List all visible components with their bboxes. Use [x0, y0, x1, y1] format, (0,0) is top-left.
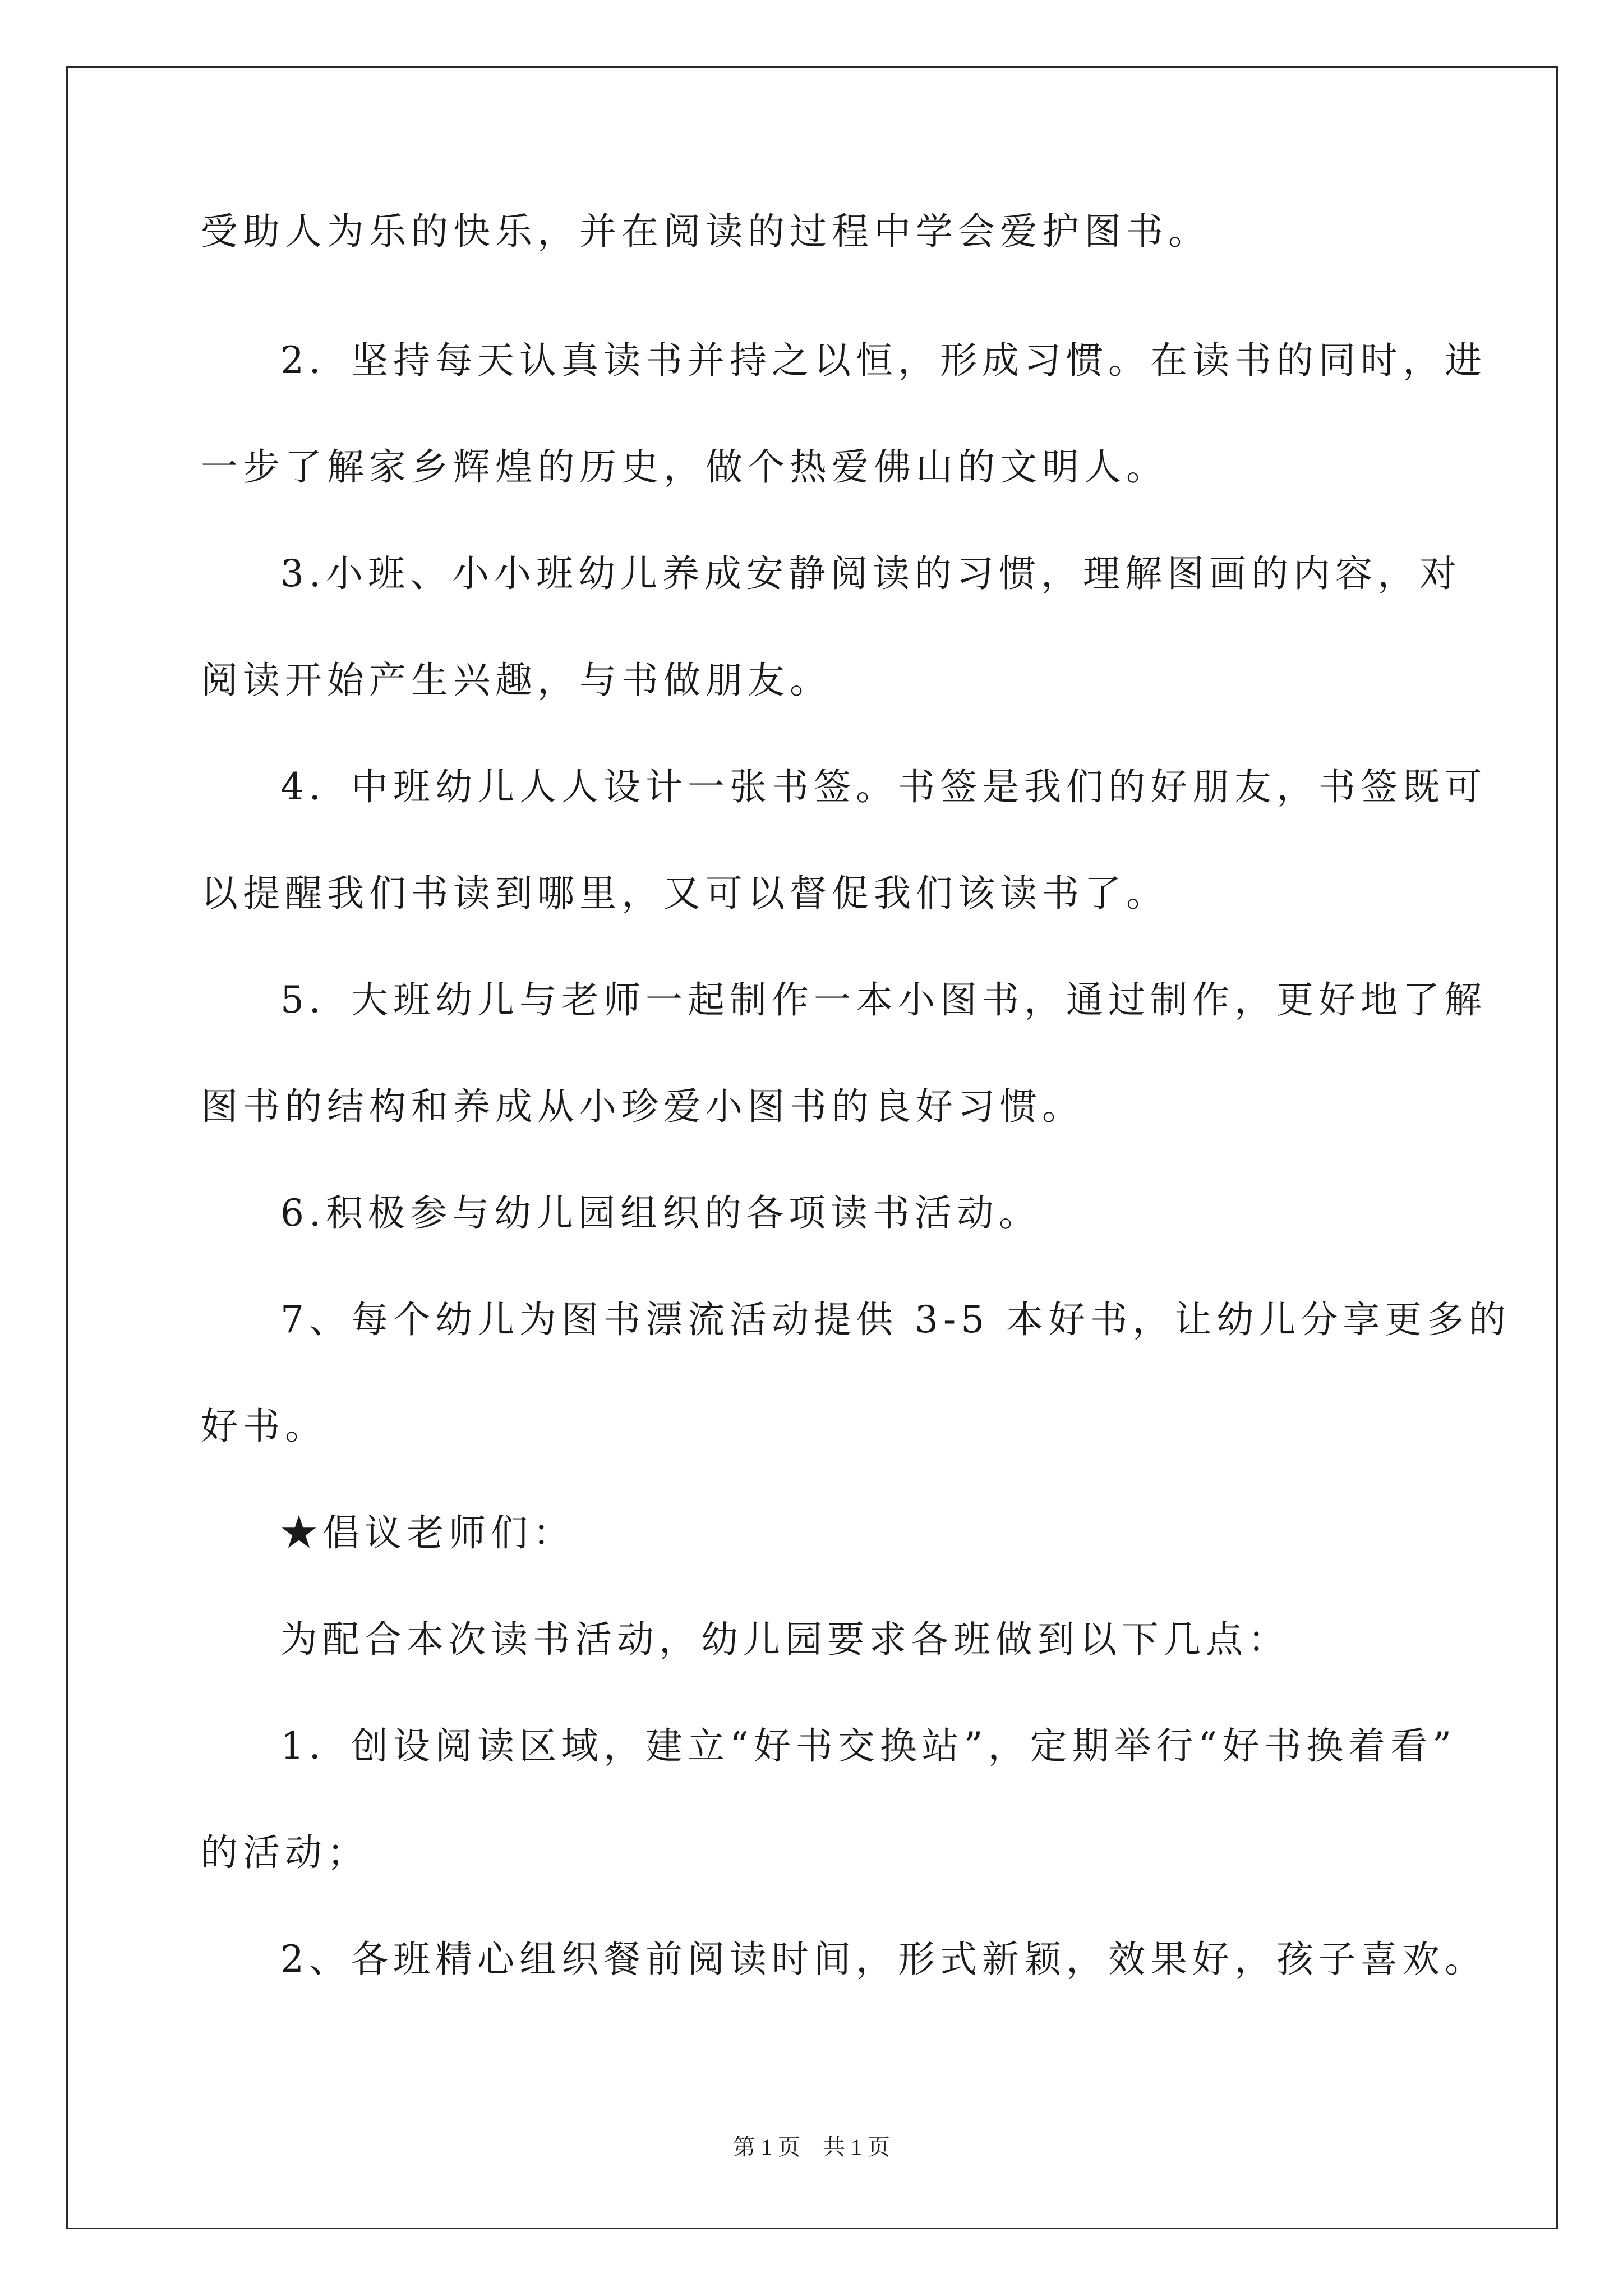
text-line: 受助人为乐的快乐，并在阅读的过程中学会爱护图书。	[201, 210, 1210, 253]
text-line: 以提醒我们书读到哪里，又可以督促我们该读书了。	[201, 872, 1168, 915]
text-line: 2、各班精心组织餐前阅读时间，形式新颖，效果好，孩子喜欢。	[280, 1938, 1487, 1981]
text-line: ★倡议老师们：	[280, 1511, 575, 1554]
text-line: 一步了解家乡辉煌的历史，做个热爱佛山的文明人。	[201, 445, 1168, 489]
text-line: 3.小班、小小班幼儿养成安静阅读的习惯，理解图画的内容，对	[280, 552, 1461, 595]
text-line: 好书。	[201, 1405, 327, 1448]
text-line: 6.积极参与幼儿园组织的各项读书活动。	[280, 1191, 1041, 1235]
text-line: 2．坚持每天认真读书并持之以恒，形成习惯。在读书的同时，进	[280, 339, 1487, 382]
text-line: 1．创设阅读区域，建立“好书交换站”，定期举行“好书换着看”	[280, 1724, 1456, 1768]
page-number-footer: 第 1 页 共 1 页	[733, 2134, 890, 2160]
text-line: 5．大班幼儿与老师一起制作一本小图书，通过制作，更好地了解	[280, 978, 1487, 1022]
page-border	[66, 66, 1558, 2229]
text-line: 的活动；	[201, 1831, 369, 1874]
text-line: 7、每个幼儿为图书漂流活动提供 3-5 本好书，让幼儿分享更多的	[280, 1298, 1511, 1341]
text-line: 4．中班幼儿人人设计一张书签。书签是我们的好朋友，书签既可	[280, 765, 1487, 808]
text-line: 阅读开始产生兴趣，与书做朋友。	[201, 659, 832, 702]
text-line: 图书的结构和养成从小珍爱小图书的良好习惯。	[201, 1085, 1084, 1128]
text-line: 为配合本次读书活动，幼儿园要求各班做到以下几点：	[280, 1618, 1290, 1661]
